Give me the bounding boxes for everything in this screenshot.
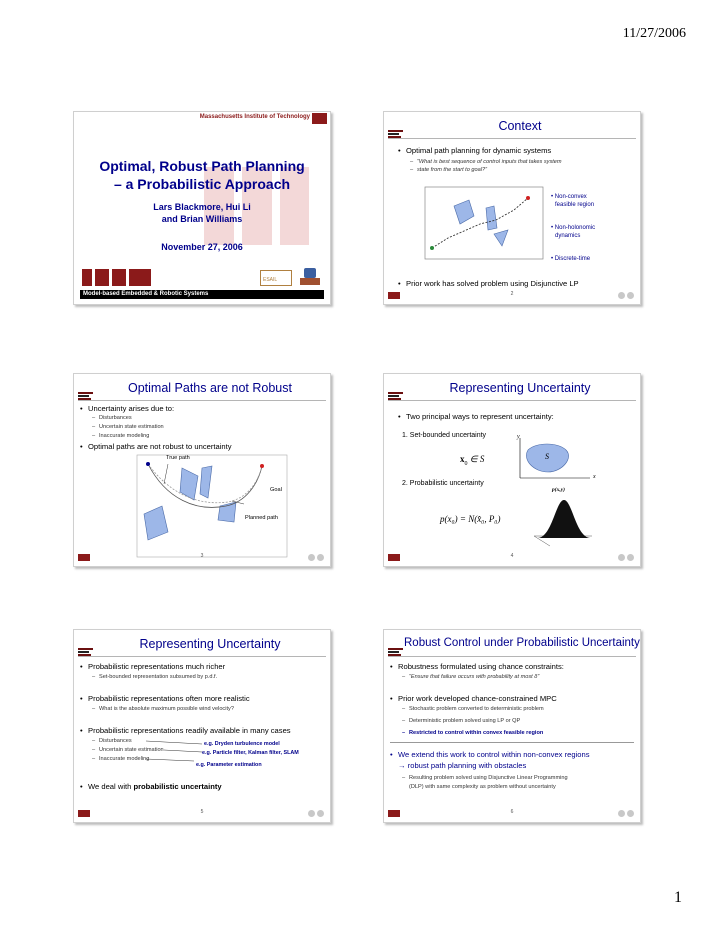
equation-set-bounded: $x_0$ ∈ S [460, 454, 485, 467]
footer-icons [618, 809, 636, 818]
obstacle [180, 468, 198, 500]
institution-bar [74, 112, 330, 126]
esail-logo [260, 270, 292, 286]
sub-bullet: – What is the absolute maximum possible wind velocity? [99, 706, 234, 712]
bullet: • Probabilistic representations often more realistic [88, 694, 250, 703]
obstacle [218, 502, 236, 522]
path-planning-diagram [424, 186, 544, 260]
bullet: • Robustness formulated using chance constraints: [398, 662, 564, 671]
sub-bullet: – Deterministic problem solved using LP or QP [409, 718, 520, 724]
footer-icons [308, 809, 326, 818]
equation-probabilistic: p(x₀) = N(x̂₀, P₀) [440, 514, 501, 524]
slide-number: 2 [510, 291, 514, 297]
list-item: 2. Probabilistic uncertainty [402, 480, 484, 487]
authors-line2: and Brian Williams [161, 214, 243, 224]
esail-label: ESAIL [263, 277, 278, 283]
bullet: • We extend this work to control within non-convex regions [398, 750, 590, 759]
slide-title: Representing Uncertainty [449, 381, 591, 395]
label-true-path: True path [166, 455, 190, 461]
slide-title-line1: Optimal, Robust Path Planning [99, 158, 305, 174]
bullet: • Optimal paths are not robust to uncertainty [88, 442, 232, 451]
goal-point [260, 464, 264, 468]
start-point [430, 246, 434, 250]
slide-footer [388, 291, 636, 301]
bullet: • Two principal ways to represent uncertainty: [406, 412, 554, 421]
obstacle [454, 200, 474, 224]
planned-path [432, 198, 528, 248]
obstacle [486, 206, 497, 230]
example-note: e.g. Particle filter, Kalman filter, SLAM [202, 750, 299, 756]
label-goal: Goal [270, 487, 282, 493]
slide-6 [383, 629, 641, 823]
slide-number: 3 [200, 553, 204, 559]
gaussian-surface-plot [530, 494, 594, 550]
example-note: e.g. Parameter estimation [196, 762, 262, 768]
sub-bullet: – Resulting problem solved using Disjunctive Linear Programming [409, 775, 568, 781]
slide-number: 5 [200, 809, 204, 815]
goal-point [526, 196, 530, 200]
footer-band [80, 290, 324, 299]
slide-1 [73, 111, 331, 305]
slide-3 [73, 373, 331, 567]
obstacle [494, 230, 508, 246]
title-rule [388, 400, 636, 401]
presentation-date: November 27, 2006 [161, 242, 243, 252]
title-rule [78, 656, 326, 657]
side-note: feasible region [555, 202, 595, 208]
bullet: • Probabilistic representations much richer [88, 662, 225, 671]
mit-logo-icon [312, 113, 327, 124]
slide-footer [388, 553, 636, 563]
axis-x-label: x [593, 474, 596, 480]
gaussian-peak [538, 500, 590, 538]
sub-bullet-continuation: – state from the start to goal?” [417, 167, 487, 173]
set-bounded-plot [514, 436, 592, 482]
sub-bullet: – “Ensure that failure occurs with probability at most δ” [409, 674, 539, 680]
sub-bullet: – Disturbances [99, 415, 132, 421]
header-date: 11/27/2006 [622, 26, 686, 41]
side-note: • Discrete-time [551, 256, 591, 262]
slide-footer [388, 809, 636, 819]
mers-logo-icon [82, 269, 152, 286]
sub-bullet: – Restricted to control within convex feasible region [409, 730, 543, 736]
slide-title: Robust Control under Probabilistic Uncertainty [404, 637, 640, 649]
footer-text: Model-based Embedded & Robotic Systems [83, 291, 209, 297]
slide-number: 6 [510, 809, 514, 815]
obstacle [144, 506, 168, 540]
set-label: S [545, 452, 549, 461]
bullet: • Optimal path planning for dynamic systems [406, 146, 551, 155]
bullet: • Prior work has solved problem using Disjunctive LP [406, 279, 579, 288]
robot-icon [298, 268, 322, 286]
bullet: • Uncertainty arises due to: [88, 404, 174, 413]
sub-bullet: – Set-bounded representation subsumed by p.d.f. [99, 674, 217, 680]
list-item: 1. Set-bounded uncertainty [402, 432, 487, 439]
title-rule [78, 400, 326, 401]
example-note: e.g. Dryden turbulence model [204, 741, 280, 747]
footer-icons [308, 553, 326, 562]
slide-2 [383, 111, 641, 305]
example-arrows [144, 739, 204, 769]
label-pointer [164, 464, 168, 484]
robustness-diagram [136, 454, 288, 558]
sub-bullet-continuation: (DLP) with same complexity as problem without uncertainty [409, 784, 556, 790]
title-rule [388, 656, 636, 657]
side-note: • Non-holonomic [551, 225, 596, 231]
sub-bullet: – Stochastic problem converted to deterministic problem [409, 706, 544, 712]
slide-title: Representing Uncertainty [139, 637, 281, 651]
slide-title: Context [498, 119, 542, 133]
label-planned-path: Planned path [245, 515, 278, 521]
authors-line1: Lars Blackmore, Hui Li [153, 202, 251, 212]
title-rule [388, 138, 636, 139]
slide-footer [78, 809, 326, 819]
slide-5 [73, 629, 331, 823]
feasible-region-border [137, 455, 287, 557]
side-note: • Non-convex [551, 194, 587, 200]
slide-title-line2: – a Probabilistic Approach [113, 176, 291, 192]
bullet: • Prior work developed chance-constrained MPC [398, 694, 557, 703]
sub-bullet: – “What is best sequence of control inputs that takes system [417, 159, 562, 165]
slide-4 [383, 373, 641, 567]
sub-bullet: – Inaccurate modeling [99, 433, 149, 439]
bullet: • Probabilistic representations readily available in many cases [88, 726, 291, 735]
bullet-continuation: → robust path planning with obstacles [398, 761, 527, 770]
slide-title: Optimal Paths are not Robust [128, 381, 292, 395]
page-number: 1 [674, 889, 682, 906]
sub-bullet: – Disturbances [99, 738, 132, 744]
footer-icons [618, 553, 636, 562]
axis-y-label: y [517, 434, 520, 440]
footer-icons [618, 291, 636, 300]
institution-name: Massachusetts Institute of Technology [199, 114, 310, 120]
side-note: dynamics [555, 233, 581, 239]
pdf-label: p(x,y) [552, 487, 565, 493]
start-point [146, 462, 150, 466]
sub-bullet: – Uncertain state estimation [99, 424, 164, 430]
obstacle [200, 466, 212, 498]
slide-footer [78, 553, 326, 563]
sub-bullet: – Inaccurate modeling [99, 756, 149, 762]
slide-number: 4 [510, 553, 514, 559]
bullet: • We deal with probabilistic uncertainty [88, 782, 222, 791]
sub-bullet: – Uncertain state estimation [99, 747, 164, 753]
rule-divider [390, 742, 634, 743]
